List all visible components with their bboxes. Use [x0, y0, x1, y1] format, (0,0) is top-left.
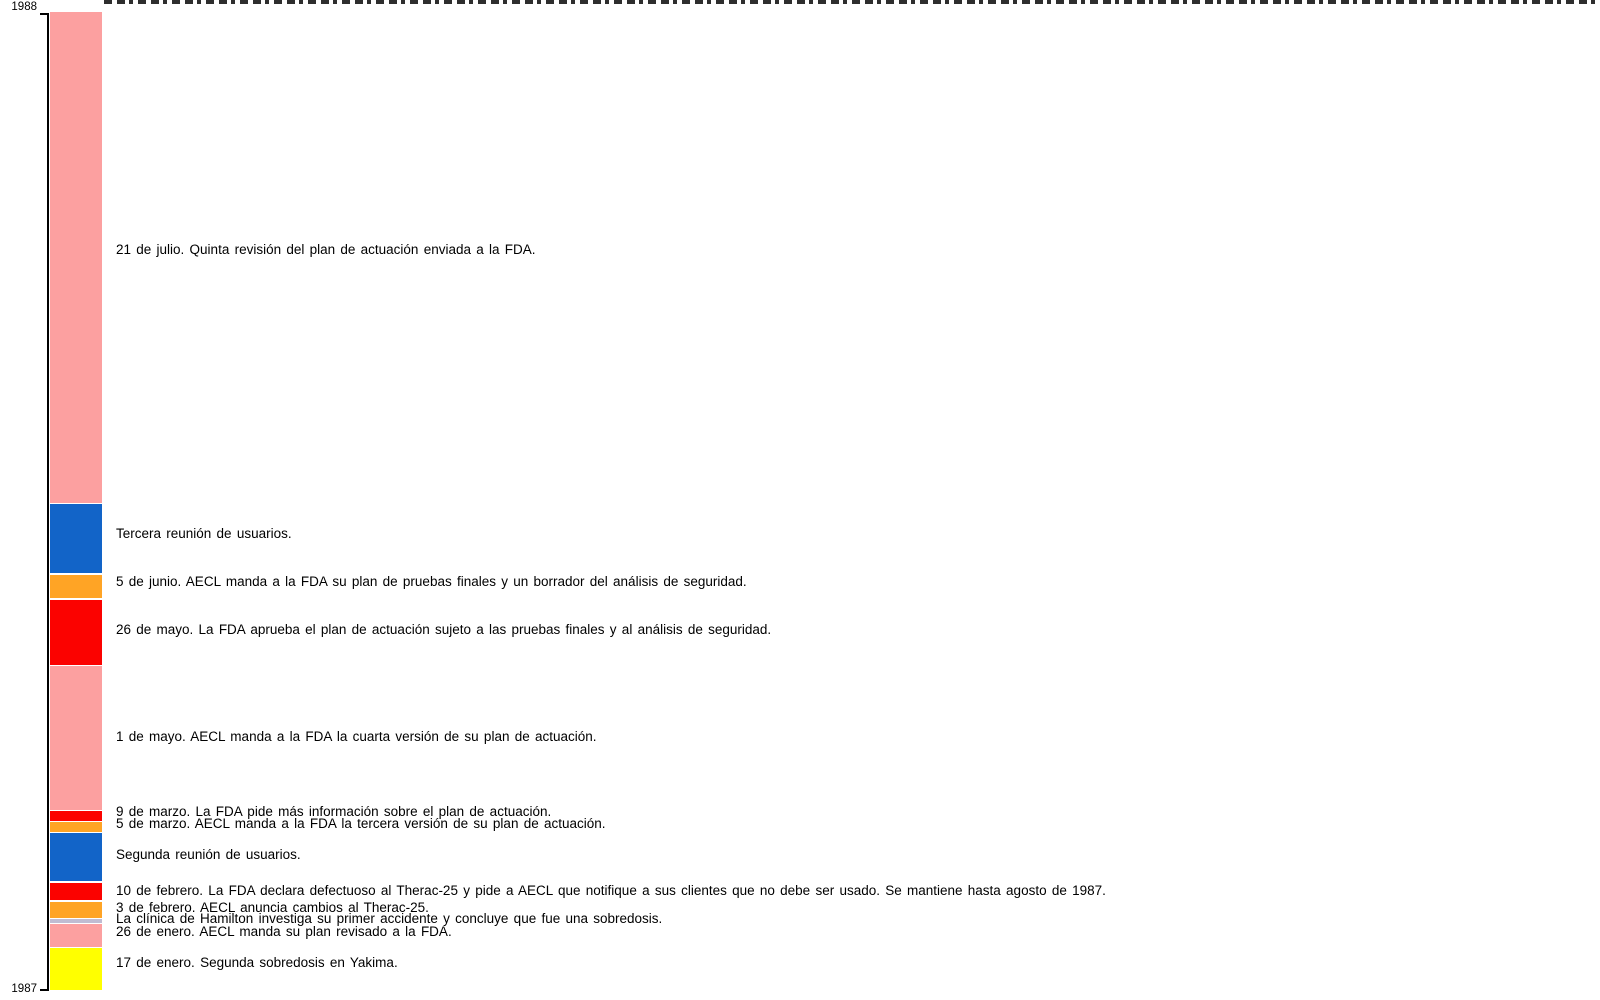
event-label-0: 21 de julio. Quinta revisión del plan de actuación enviada a la FDA.: [116, 242, 536, 257]
timeline-segment-blue-7: [50, 833, 102, 881]
timeline-segment-pink-4: [50, 666, 102, 810]
timeline-segment-blue-1: [50, 504, 102, 573]
event-label-8: 10 de febrero. La FDA declara defectuoso al Therac-25 y pide a AECL que notifique a sus clientes que no debe ser usado. Se mantiene hasta agosto de 1987.: [116, 883, 1106, 898]
clipped-top-text-artifact: [104, 0, 1596, 4]
timeline-segment-orange-9: [50, 902, 102, 918]
timeline-segment-pink-11: [50, 924, 102, 947]
event-label-3: 26 de mayo. La FDA aprueba el plan de actuación sujeto a las pruebas finales y al análisis de seguridad.: [116, 622, 772, 637]
event-label-12: 17 de enero. Segunda sobredosis en Yakima.: [116, 955, 398, 970]
y-axis-tick-label-1987: 1987: [11, 983, 37, 995]
timeline-segment-lavender-10: [50, 919, 102, 923]
timeline-segment-pink-0: [50, 12, 102, 503]
event-label-9: 3 de febrero. AECL anuncia cambios al Therac-25.: [116, 900, 429, 915]
timeline-segment-red-8: [50, 883, 102, 900]
event-label-5: 9 de marzo. La FDA pide más información sobre el plan de actuación.: [116, 804, 552, 819]
timeline-segment-yellow-12: [50, 948, 102, 990]
event-label-1: Tercera reunión de usuarios.: [116, 526, 292, 541]
timeline-segment-orange-2: [50, 575, 102, 598]
timeline-segment-orange-6: [50, 822, 102, 832]
event-label-7: Segunda reunión de usuarios.: [116, 847, 301, 862]
event-label-2: 5 de junio. AECL manda a la FDA su plan de pruebas finales y un borrador del análisis de seguridad.: [116, 574, 747, 589]
y-axis-spine: [47, 13, 49, 991]
y-axis-tick-label-1988: 1988: [11, 1, 37, 13]
event-label-6: 5 de marzo. AECL manda a la FDA la tercera versión de su plan de actuación.: [116, 816, 606, 831]
timeline-segment-red-5: [50, 811, 102, 821]
event-label-10: La clínica de Hamilton investiga su primer accidente y concluye que fue una sobredosis.: [116, 911, 663, 926]
timeline-segment-red-3: [50, 600, 102, 665]
event-label-11: 26 de enero. AECL manda su plan revisado a la FDA.: [116, 924, 452, 939]
event-label-4: 1 de mayo. AECL manda a la FDA la cuarta versión de su plan de actuación.: [116, 729, 597, 744]
